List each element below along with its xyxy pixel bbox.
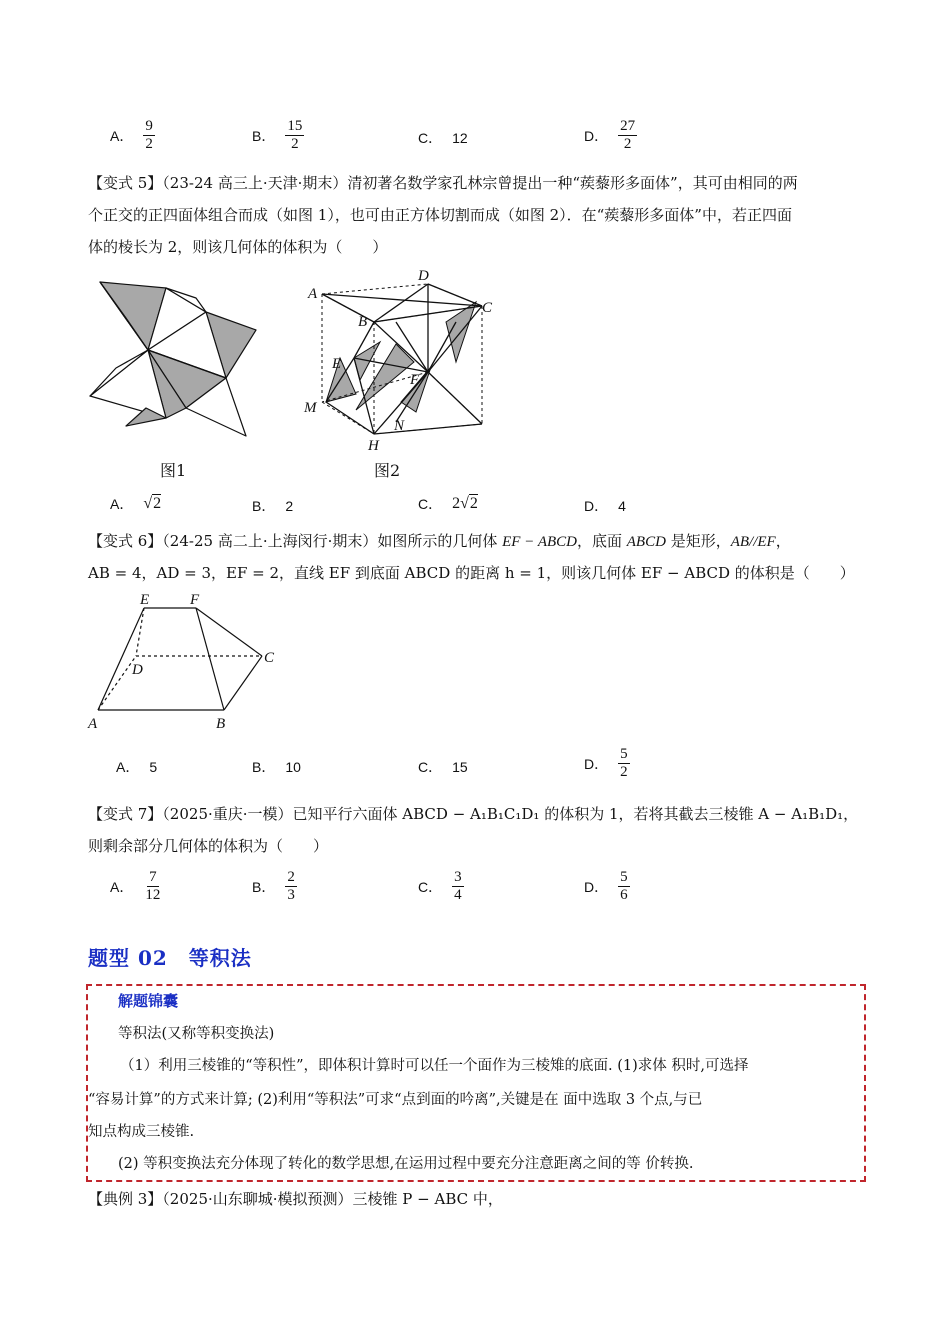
option-label: C．	[418, 496, 443, 512]
label-F: F	[190, 592, 200, 608]
v7-option-d[interactable]	[584, 869, 630, 904]
option-label: C．	[418, 759, 443, 775]
label-M: M	[304, 400, 317, 416]
option-fraction: $\frac{2}{3}$	[287, 869, 295, 903]
section-title: 题型 02 等积法	[88, 946, 252, 970]
v5-option-b[interactable]	[252, 496, 293, 516]
label-C: C	[264, 650, 275, 666]
option-label: A．	[116, 759, 140, 775]
example3-text-line1: 【典例 3】（2025·山东聊城·模拟预测）三棱锥 P − ABC 中，	[88, 1190, 503, 1208]
v7-text-line1: 【变式 7】（2025·重庆·一模）已知平行六面体 ABCD − A₁B₁C₁D₁ 的体积为 1，若将其截去三棱锥 A − A₁B₁D₁，	[88, 805, 859, 823]
label-C: C	[482, 300, 493, 316]
v7-option-a[interactable]	[110, 869, 162, 904]
option-label: B．	[252, 878, 276, 895]
tips-line4: 知点构成三棱锥.	[88, 1124, 195, 1140]
v5-text-line1: 【变式 5】（23-24 高三上·天津·期末）清初著名数学家孔林宗曾提出一种“蒺藜形多面体”，其可由相同的两	[88, 174, 798, 192]
label-E: E	[140, 592, 150, 608]
v5-option-a[interactable]	[110, 494, 161, 514]
v6-option-d[interactable]	[584, 746, 630, 781]
v6-text-line2: AB = 4，AD = 3，EF = 2，直线 EF 到底面 ABCD 的距离 h = 1，则该几何体 EF − ABCD 的体积是（ ）	[88, 564, 855, 582]
v5-text-line3: 体的棱长为 2，则该几何体的体积为（ ）	[88, 238, 388, 256]
option-label: D．	[584, 755, 609, 772]
option-fraction: $\frac{15}{2}$	[287, 118, 303, 152]
option-label: D．	[584, 878, 609, 895]
v7-option-b[interactable]	[252, 869, 297, 904]
label-B: B	[216, 716, 226, 732]
option-fraction: $\frac{5}{2}$	[620, 746, 628, 780]
label-D: D	[132, 662, 143, 678]
label-B: B	[358, 314, 368, 330]
option-label: A．	[110, 496, 134, 512]
v6-text-line1: 【变式 6】（24-25 高二上·上海闵行·期末）如图所示的几何体 EF − ABCD，底面 ABCD 是矩形，AB//EF，	[88, 532, 791, 550]
label-A: A	[88, 716, 98, 732]
option-label: A．	[110, 127, 134, 144]
option-label: B．	[252, 127, 276, 144]
option-label: D．	[584, 127, 609, 144]
label-N: N	[394, 418, 405, 434]
option-label: A．	[110, 878, 134, 895]
option-sqrt: 2√2	[452, 495, 478, 512]
q4-option-b[interactable]	[252, 118, 304, 153]
option-fraction: $\frac{5}{6}$	[620, 869, 628, 903]
v5-text-line2: 个正交的正四面体组合而成（如图 1），也可由正方体切割而成（如图 2）．在“蒺藜形多面体”中，若正四面	[88, 206, 792, 224]
tips-line1: 等积法(又称等积变换法)	[118, 1026, 275, 1042]
figure-1-caption: 图1	[160, 461, 187, 480]
v6-option-c[interactable]	[418, 757, 468, 777]
option-value: 4	[618, 498, 626, 514]
option-sqrt: √2	[143, 495, 162, 512]
v7-option-c[interactable]	[418, 869, 464, 904]
tips-line5: (2) 等积变换法充分体现了转化的数学思想,在运用过程中要充分注意距离之间的等 价转换.	[118, 1156, 694, 1172]
v5-option-d[interactable]	[584, 496, 626, 516]
option-label: B．	[252, 759, 276, 775]
q4-option-a[interactable]	[110, 118, 155, 153]
figure-2-cube-cut	[296, 262, 516, 462]
option-label: B．	[252, 498, 276, 514]
figure-2-caption: 图2	[374, 461, 401, 480]
option-label: C．	[418, 878, 443, 895]
option-label: C．	[418, 130, 443, 146]
label-E: E	[332, 356, 342, 372]
option-fraction: $\frac{7}{12}$	[145, 869, 161, 903]
figure-v6-polyhedron	[86, 590, 286, 735]
label-A: A	[308, 286, 318, 302]
tips-line2: （1）利用三棱锥的“等积性”，即体积计算时可以任一个面作为三棱雉的底面. (1)求体 积时,可选择	[120, 1058, 749, 1074]
option-value: 5	[149, 759, 158, 775]
v6-option-a[interactable]	[116, 757, 157, 777]
q4-option-c[interactable]	[418, 128, 468, 148]
q4-option-d[interactable]	[584, 118, 637, 153]
option-fraction: $\frac{27}{2}$	[620, 118, 636, 152]
v5-option-c[interactable]	[418, 494, 478, 514]
v6-option-b[interactable]	[252, 757, 301, 777]
tips-line3: “容易计算”的方式来计算; (2)利用“等积法”可求“点到面的吟离”,关键是在 面中选取 3 个点,与已	[88, 1092, 703, 1108]
option-value: 15	[452, 759, 468, 775]
option-label: D．	[584, 498, 609, 514]
option-value: 2	[285, 498, 294, 514]
option-value: 12	[452, 130, 468, 146]
option-value: 10	[285, 759, 301, 775]
figure-1-tribulus-polyhedron	[86, 278, 266, 438]
label-H: H	[368, 438, 379, 454]
option-fraction: $\frac{3}{4}$	[454, 869, 462, 903]
label-F: F	[410, 372, 420, 388]
option-fraction: $\frac{9}{2}$	[145, 118, 153, 152]
tips-title: 解题锦囊	[118, 992, 179, 1010]
label-D: D	[418, 268, 429, 284]
v7-text-line2: 则剩余部分几何体的体积为（ ）	[88, 837, 329, 855]
